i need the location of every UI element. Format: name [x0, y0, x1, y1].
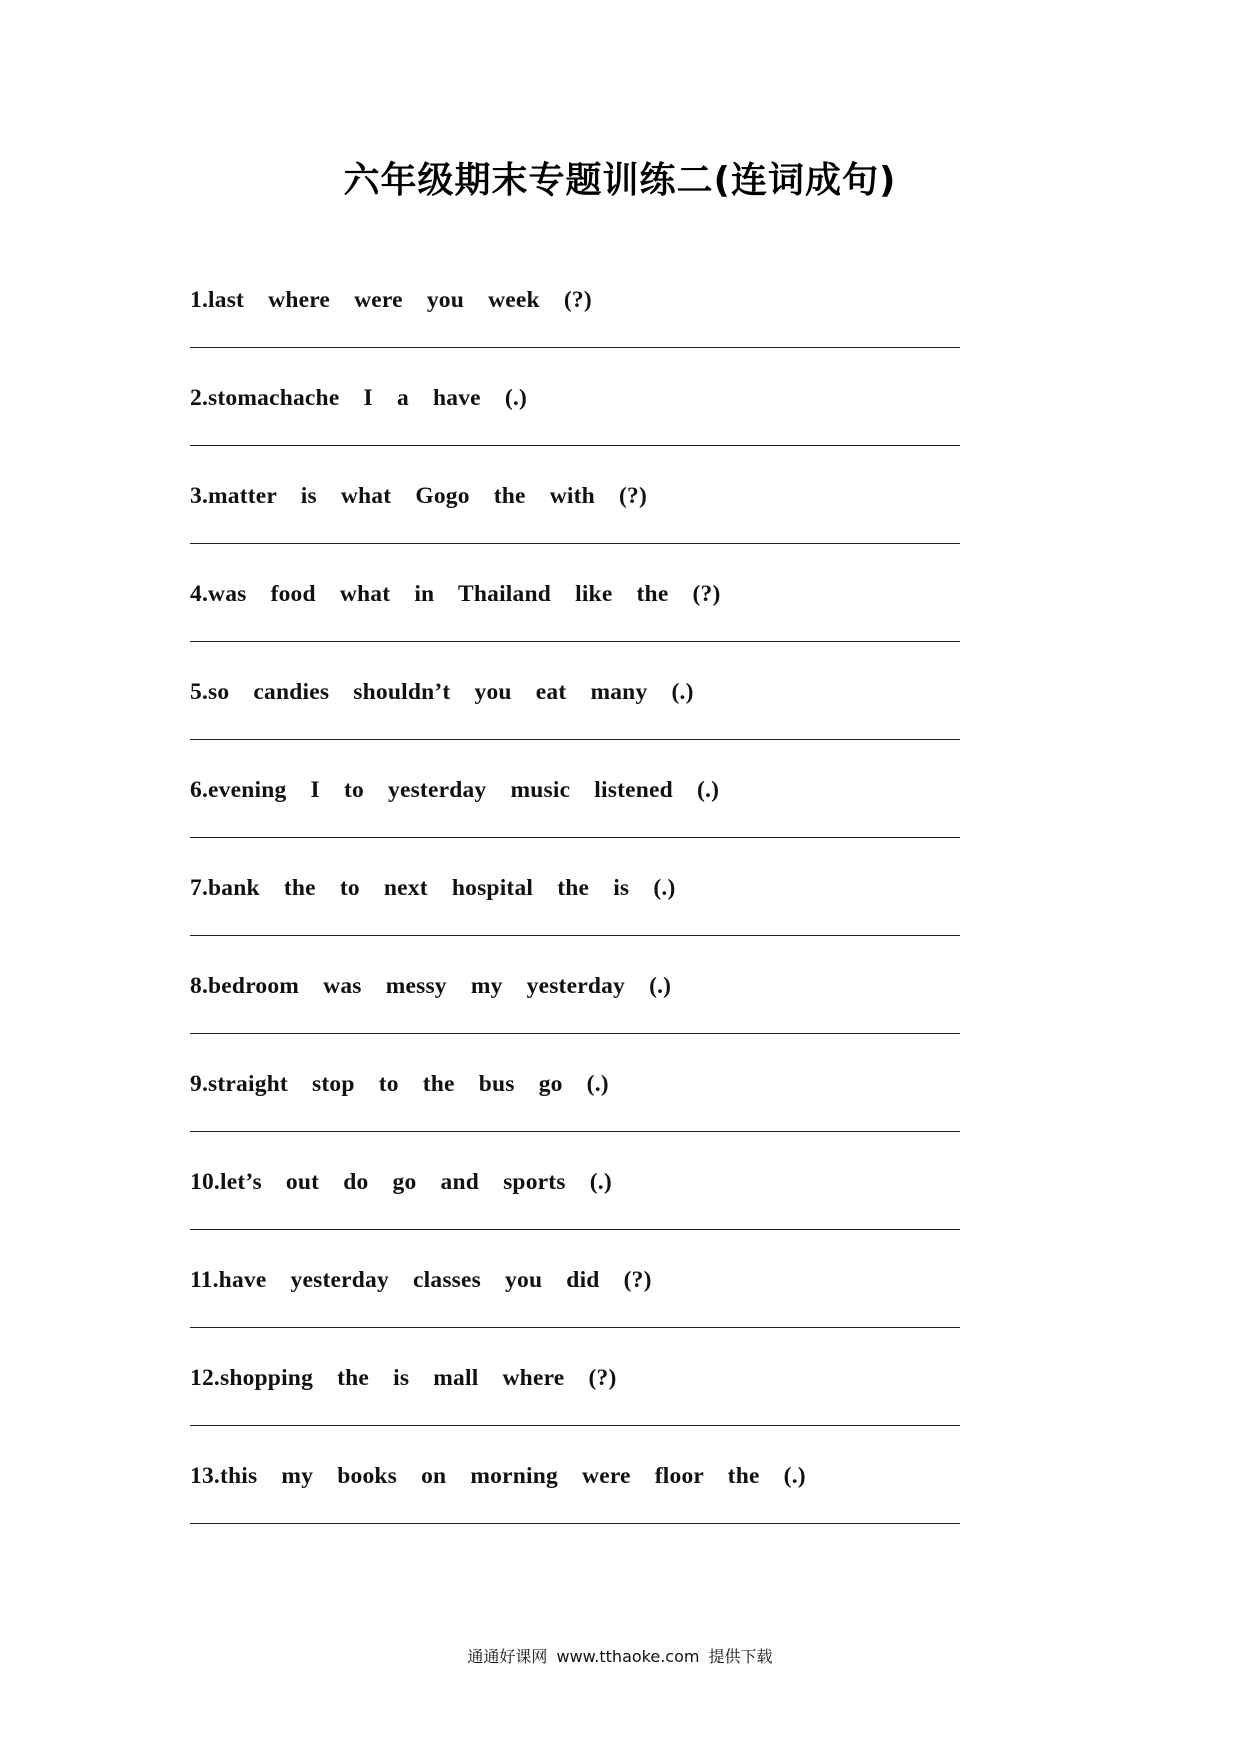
question-item	[190, 1069, 960, 1167]
question-text: 8.bedroom was messy my yesterday (.)	[190, 973, 672, 999]
question-item	[190, 1167, 960, 1265]
page-title: 六年级期末专题训练二(连词成句)	[343, 160, 897, 201]
question-text: 6.evening I to yesterday music listened (.)	[190, 777, 720, 803]
answer-line	[190, 1131, 960, 1132]
question-item	[190, 481, 960, 579]
answer-line	[190, 641, 960, 642]
answer-line	[190, 347, 960, 348]
question-list	[190, 285, 960, 1559]
footer-credit: 通通好课网 www.tthaoke.com 提供下载	[467, 1647, 773, 1666]
question-text: 11.have yesterday classes you did (?)	[190, 1267, 652, 1293]
question-text: 13.this my books on morning were floor the (.)	[190, 1463, 806, 1489]
answer-line	[190, 935, 960, 936]
question-text: 3.matter is what Gogo the with (?)	[190, 483, 648, 509]
question-text: 4.was food what in Thailand like the (?)	[190, 581, 721, 607]
question-item	[190, 873, 960, 971]
answer-line	[190, 1425, 960, 1426]
question-item	[190, 1461, 960, 1559]
question-item	[190, 285, 960, 383]
question-item	[190, 383, 960, 481]
question-item	[190, 579, 960, 677]
question-item	[190, 1265, 960, 1363]
answer-line	[190, 1033, 960, 1034]
question-text: 7.bank the to next hospital the is (.)	[190, 875, 676, 901]
answer-line	[190, 1523, 960, 1524]
question-text: 12.shopping the is mall where (?)	[190, 1365, 617, 1391]
answer-line	[190, 445, 960, 446]
answer-line	[190, 543, 960, 544]
answer-line	[190, 739, 960, 740]
answer-line	[190, 837, 960, 838]
answer-line	[190, 1327, 960, 1328]
question-text: 5.so candies shouldn’t you eat many (.)	[190, 679, 694, 705]
question-text: 2.stomachache I a have (.)	[190, 385, 527, 411]
question-text: 1.last where were you week (?)	[190, 287, 592, 313]
question-item	[190, 1363, 960, 1461]
answer-line	[190, 1229, 960, 1230]
question-item	[190, 677, 960, 775]
question-item	[190, 775, 960, 873]
question-text: 9.straight stop to the bus go (.)	[190, 1071, 609, 1097]
question-item	[190, 971, 960, 1069]
question-text: 10.let’s out do go and sports (.)	[190, 1169, 612, 1195]
